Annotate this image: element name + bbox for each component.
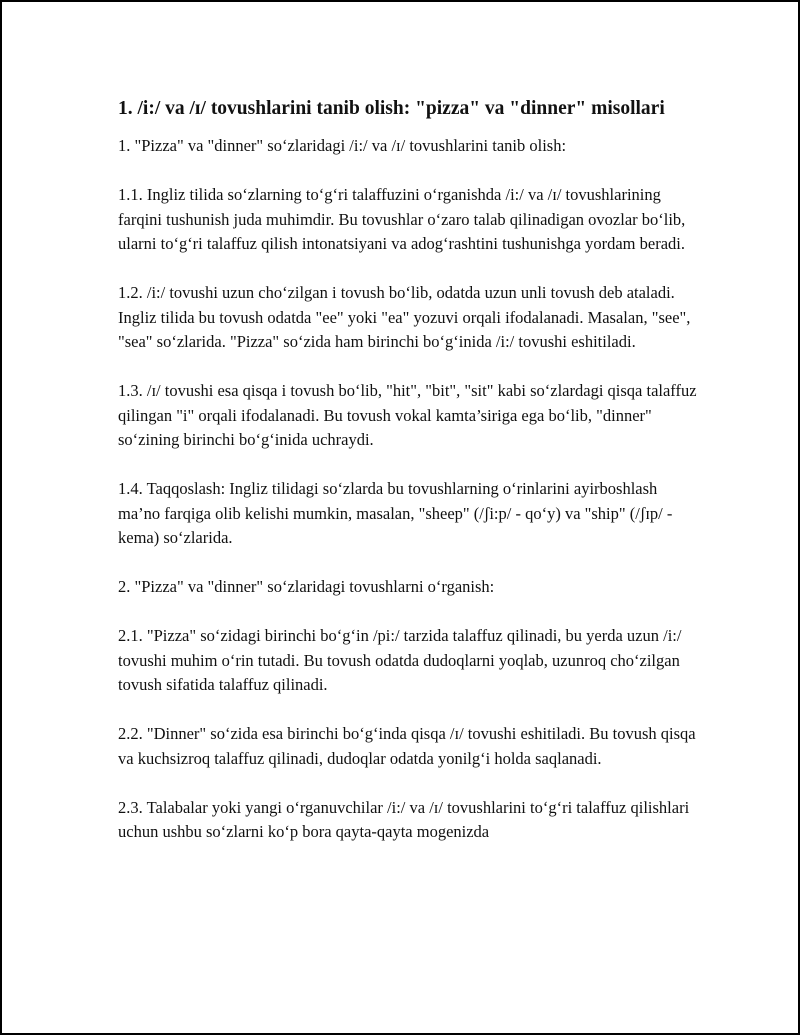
paragraph-section-2-intro: 2. "Pizza" va "dinner" so‘zlaridagi tovushlarni o‘rganish:: [118, 577, 495, 596]
paragraph-1-3: 1.3. /ɪ/ tovushi esa qisqa i tovush bo‘lib, "hit", "bit", "sit" kabi so‘zlardagi qisqa talaffuz qilingan "i" orqali ifodalanadi. Bu tovush vokal kamta’siriga ega bo‘lib, "dinner" so‘zining birinchi bo‘g‘inida uchraydi.: [118, 381, 697, 449]
paragraph-1-4: 1.4. Taqqoslash: Ingliz tilidagi so‘zlarda bu tovushlarning o‘rinlarini ayirboshlash ma’no farqiga olib kelishi mumkin, masalan, "sheep" (/ʃi:p/ - qo‘y) va "ship" (/ʃɪp/ - kema) so‘zlarida.: [118, 479, 673, 547]
paragraph-2-2: 2.2. "Dinner" so‘zida esa birinchi bo‘g‘inda qisqa /ɪ/ tovushi eshitiladi. Bu tovush qisqa va kuchsizroq talaffuz qilinadi, dudoqlar odatda yonilg‘i holda saqlanadi.: [118, 724, 696, 768]
paragraph-section-1-intro: 1. "Pizza" va "dinner" so‘zlaridagi /i:/ va /ɪ/ tovushlarini tanib olish:: [118, 136, 567, 155]
document-body: [118, 96, 698, 869]
paragraph-1-1: 1.1. Ingliz tilida so‘zlarning to‘g‘ri talaffuzini o‘rganishda /i:/ va /ɪ/ tovushlarining farqini tushunish juda muhimdir. Bu tovushlar o‘zaro talab qilinadigan ovozlar bo‘lib, ularni to‘g‘ri talaffuz qilish intonatsiyani va adog‘rashtini tushunishga yordam beradi.: [118, 185, 686, 253]
paragraph-2-1: 2.1. "Pizza" so‘zidagi birinchi bo‘g‘in /pi:/ tarzida talaffuz qilinadi, bu yerda uzun /i:/ tovushi muhim o‘rin tutadi. Bu tovush odatda dudoqlarni yoqlab, uzunroq cho‘zilgan tovush sifatida talaffuz qilinadi.: [118, 626, 682, 694]
paragraph-2-3: 2.3. Talabalar yoki yangi o‘rganuvchilar /i:/ va /ɪ/ tovushlarini to‘g‘ri talaffuz qilishlari uchun ushbu so‘zlarni ko‘p bora qayta-qayta mogenizda: [118, 797, 690, 841]
paragraph-1-2: 1.2. /i:/ tovushi uzun cho‘zilgan i tovush bo‘lib, odatda uzun unli tovush deb ataladi. Ingliz tilida bu tovush odatda "ee" yoki "ea" yozuvi orqali ifodalanadi. Masalan, "see", "sea" so‘zlarida. "Pizza" so‘zida ham birinchi bo‘g‘inida /i:/ tovushi eshitiladi.: [118, 283, 691, 351]
section-heading: 1. /i:/ va /ɪ/ tovushlarini tanib olish: "pizza" va "dinner" misollari: [118, 98, 665, 119]
